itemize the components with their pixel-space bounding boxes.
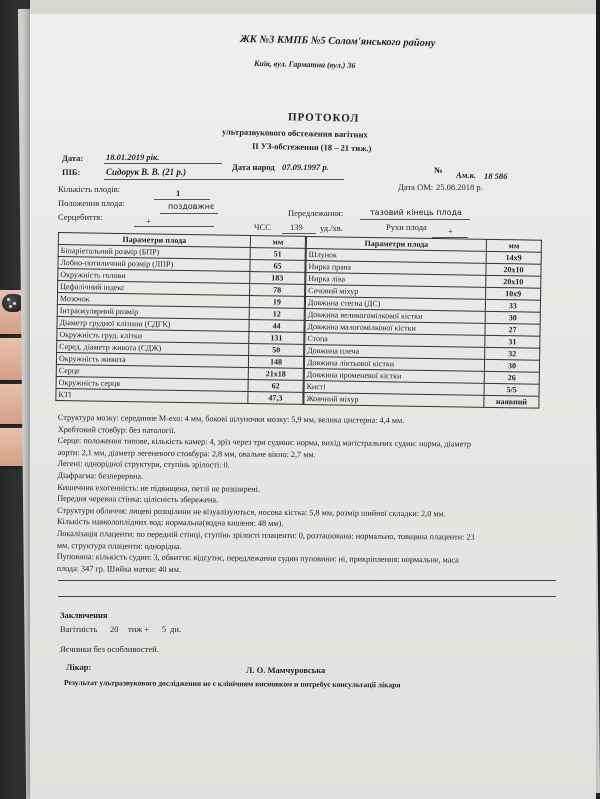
- parameter-name: Стопа: [305, 332, 485, 347]
- fetal-parameters-left-table: [55, 232, 306, 405]
- parameter-name: КТІ: [56, 388, 248, 403]
- parameter-name: Цефалічний індекс: [58, 281, 250, 296]
- disclaimer: Результат ультразвукового дослідження не є клінічним висновком и потребує консультації лікаря: [63, 678, 401, 690]
- finding-line: плода: 347 гр. Шийка матки: 40 мм.: [56, 563, 181, 574]
- parameter-value: 47,3: [248, 392, 303, 405]
- card-value: 18 586: [484, 171, 508, 181]
- finding-line: Серце: положення типове, кількість камер: 4, зріз через три судини: норма, вихід магістральних судин: норма, діаметр: [57, 436, 472, 449]
- date-label: Дата:: [62, 153, 84, 163]
- finding-line: Передня черевна стінка: цілісність збережена.: [57, 494, 219, 505]
- parameter-name: Довжина плеча: [305, 344, 485, 359]
- protocol-stage: II УЗ-обстеження (18 – 21 тиж.): [251, 140, 372, 154]
- hr-unit: уд./хв.: [320, 223, 343, 233]
- parameter-name: Окружність серця: [56, 376, 248, 391]
- parameter-name: Довжина малогомілкової кістки: [305, 320, 485, 335]
- heartbeat-value: +: [146, 216, 151, 226]
- lmp-value: 25.08.2018 р.: [436, 182, 483, 192]
- parameter-value: 10x9: [486, 287, 541, 300]
- parameter-name: Довжина великогомілкової кістки: [305, 308, 485, 323]
- fetus-count-value: 1: [176, 188, 181, 198]
- protocol-title: ПРОТОКОЛ: [287, 111, 360, 125]
- column-header-unit: мм: [486, 239, 541, 252]
- patient-name: Сидорук В. В. (21 р.): [106, 167, 187, 177]
- birth-label: Дата народ: [232, 162, 275, 172]
- finding-line: аорти: 2,1 мм, діаметр легеневого стовбура: 2,8 мм, овальне вікно: 2,7 мм.: [57, 447, 316, 460]
- presentation-underline: [360, 219, 470, 220]
- parameter-name: Сечовий міхур: [306, 285, 486, 300]
- heartbeat-label: Серцебиття:: [58, 212, 103, 222]
- separator-line: [58, 580, 556, 581]
- parameter-value: 78: [250, 284, 305, 297]
- parameter-name: Жовчний міхур: [304, 392, 484, 407]
- parameter-value: 65: [250, 260, 305, 273]
- pregnancy-label: Вагітність: [60, 624, 98, 634]
- lmp-label: Дата ОМ:: [398, 182, 434, 192]
- parameter-name: Серед. діаметр живота (СДЖ): [57, 340, 249, 355]
- parameter-name: Кисті: [304, 380, 484, 395]
- parameter-value: 62: [248, 380, 303, 393]
- presentation-value: тазовий кінець плода: [370, 208, 462, 217]
- parameter-value: 44: [249, 320, 304, 333]
- parameter-name: Діаметр грудної клітини (СДГК): [57, 316, 249, 331]
- finding-line: Хребтовий стовбур: без патології.: [57, 424, 176, 435]
- birth-value: 07.09.1997 р.: [282, 162, 329, 172]
- column-header-parameter: Параметри плода: [58, 233, 250, 248]
- parameter-name: Нирка ліва: [306, 273, 486, 288]
- parameter-name: Шлунок: [306, 249, 486, 264]
- finding-line: Кількість навколоплідних вод: нормальна(водна кишеня: 48 мм).: [57, 517, 284, 529]
- parameter-name: Серце: [56, 364, 248, 379]
- pregnancy-weeks-unit: тиж +: [128, 624, 150, 634]
- column-header-parameter: Параметри плода: [306, 237, 486, 252]
- conclusion-label: Заключення: [60, 610, 108, 620]
- parameter-value: 26: [484, 371, 539, 384]
- movement-label: Рухи плода: [386, 222, 427, 232]
- finding-line: Легені: однорідної структури, ступінь зрілості: 0.: [57, 459, 230, 470]
- parameter-value: 31: [485, 335, 540, 348]
- column-header-unit: мм: [250, 236, 305, 249]
- finding-line: Пуповина: кількість судин: 3, обвиття: відсутнє, передлежання судин пуповини: ні, прикріплення: нормальне, маса: [56, 552, 459, 565]
- parameter-value: 148: [248, 356, 303, 369]
- parameter-name: Нирка права: [306, 261, 486, 276]
- position-label: Положення плода:: [58, 198, 125, 208]
- parameter-name: Окружність голови: [58, 269, 250, 284]
- parameter-value: 131: [249, 332, 304, 345]
- finding-line: мм, структура плаценти: однорідна.: [56, 540, 182, 551]
- hr-label: ЧСС: [254, 222, 271, 232]
- position-underline: [160, 213, 218, 214]
- card-label: Ам.к.: [456, 170, 477, 180]
- protocol-subtitle: ультразвукового обстеження вагітних: [221, 126, 368, 140]
- hr-underline: [282, 233, 316, 234]
- parameter-name: Довжина стегна (ДС): [305, 297, 485, 312]
- paper-top-edge: [30, 0, 596, 14]
- clinic-address: Київ, вул. Гарматна (вул.) 36: [253, 58, 356, 71]
- parameter-value: 50: [249, 344, 304, 357]
- finding-line: Кишечник ехогенність: не підвищена, петлі не розширені.: [57, 482, 261, 494]
- parameter-value: 30: [485, 311, 540, 324]
- findings-text: [57, 412, 476, 578]
- clinic-name: ЖК №3 КМПБ №5 Солом'янського району: [239, 33, 436, 50]
- parameter-value: 14x9: [486, 251, 541, 264]
- finding-line: Діафрагма: безперервна.: [57, 470, 144, 481]
- parameter-name: Біпаріетальний розмір (БПР): [58, 245, 250, 260]
- pregnancy-days: 5: [162, 624, 167, 634]
- finding-line: Локалізація плаценти: по передній стінці, ступінь зрілості плаценти: 0, розташована: нормально, товщина плаценти: 23: [56, 528, 475, 542]
- parameter-name: Лобно-потиличний розмір (ЛПР): [58, 257, 250, 272]
- parameter-value: 51: [250, 248, 305, 261]
- fetal-parameters-right-table: [303, 236, 542, 409]
- parameter-name: Довжина променевої кістки: [304, 368, 484, 383]
- number-label: №: [434, 165, 443, 175]
- name-label: ПІБ:: [62, 167, 81, 177]
- heartbeat-underline: [134, 226, 214, 227]
- parameter-value: 32: [485, 347, 540, 360]
- movement-value: +: [448, 226, 453, 236]
- position-value: поздовжнє: [168, 202, 215, 211]
- parameter-value: 33: [485, 299, 540, 312]
- count-underline: [154, 199, 210, 200]
- parameter-name: Довжина ліктьової кістки: [304, 356, 484, 371]
- parameter-value: 12: [249, 308, 304, 321]
- parameter-value: 20x10: [486, 263, 541, 276]
- parameter-value: 20x10: [486, 275, 541, 288]
- parameter-value: 30: [484, 359, 539, 372]
- finding-line: Структура мозку: серединне М-ехо: 4 мм, бокові шлуночки мозку: 5,9 мм, велика цистерна: 4,4 мм.: [57, 412, 405, 426]
- parameter-value: 5/5: [484, 383, 539, 396]
- separator-line: [58, 596, 556, 597]
- pregnancy-days-unit: дн.: [170, 624, 181, 634]
- parameter-value: 183: [250, 272, 305, 285]
- parameter-name: Окружність живота: [56, 352, 248, 367]
- hr-value: 139: [290, 222, 303, 232]
- doctor-label: Лікар:: [66, 662, 92, 672]
- parameter-name: Мозочок: [57, 293, 249, 308]
- parameter-value: 21x18: [248, 368, 303, 381]
- pregnancy-weeks: 20: [110, 624, 119, 634]
- ovaries-note: Яєчники без особливостей.: [60, 644, 159, 654]
- fetus-count-label: Кількість плодів:: [58, 184, 120, 194]
- parameter-name: Інтраокулярний розмір: [57, 304, 249, 319]
- parameter-value: 27: [485, 323, 540, 336]
- parameter-value: 19: [249, 296, 304, 309]
- presentation-label: Передлежання:: [288, 208, 344, 218]
- parameter-value: наявний: [484, 395, 539, 408]
- name-underline: [104, 179, 344, 180]
- finding-line: Структури обличчя: лицеві розщілини не візуалізуються, носова кістка: 5,8 мм, розмір шийної складки: 2,0 мм.: [57, 505, 446, 519]
- date-value: 18.01.2019 рік.: [106, 152, 160, 162]
- doctor-name: Л. О. Мамчуровська: [246, 665, 326, 675]
- date-underline: [104, 163, 222, 164]
- parameter-name: Окружність груд. клітки: [57, 328, 249, 343]
